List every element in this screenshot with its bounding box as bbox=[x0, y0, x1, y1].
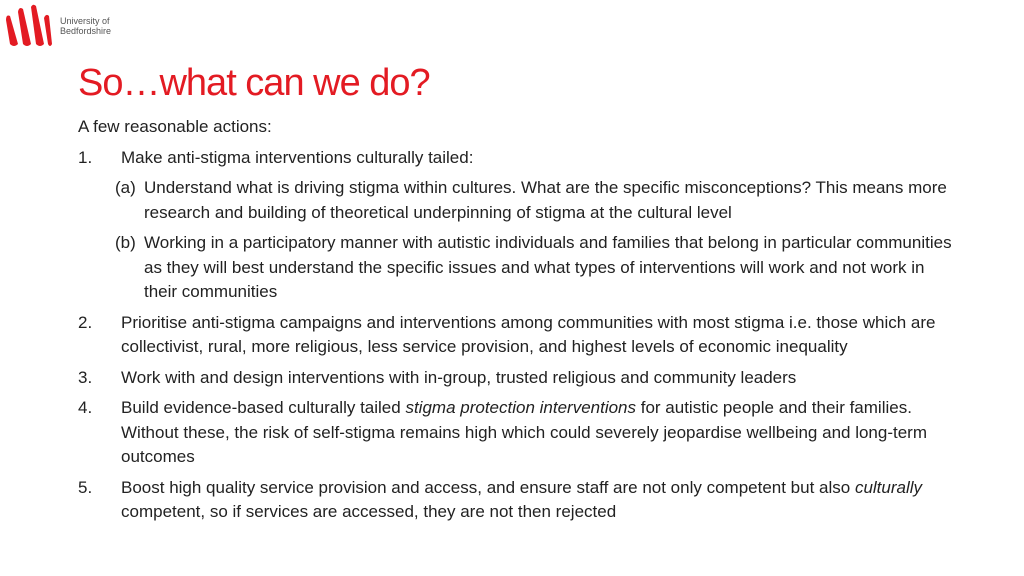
text-part: Boost high quality service provision and access, and ensure staff are not only competent but also bbox=[121, 477, 855, 497]
slide-content bbox=[78, 115, 958, 531]
list-number: 2. bbox=[78, 312, 93, 332]
text-part: competent, so if services are accessed, they are not then rejected bbox=[121, 502, 617, 521]
text-part: Build evidence-based culturally tailed bbox=[121, 398, 406, 417]
list-number: 1. bbox=[78, 147, 93, 167]
sub-text: Working in a participatory manner with autistic individuals and families that belong in particular communities as they will best understand the specific issues and what types of interventions will work and not work in their communities bbox=[144, 233, 952, 301]
list-number: 3. bbox=[78, 367, 93, 387]
list-text: Work with and design interventions with in-group, trusted religious and community leaders bbox=[121, 367, 797, 387]
emphasis-text: culturally bbox=[854, 477, 923, 497]
list-text bbox=[121, 476, 958, 525]
logo-line-2: Bedfordshire bbox=[60, 26, 112, 36]
logo-text bbox=[60, 16, 111, 36]
sub-letter: (b) bbox=[115, 233, 136, 252]
list-text: Prioritise anti-stigma campaigns and interventions among communities with most stigma i.e. those which are collectivist, rural, more religious, less service provision, and highest levels of economic inequality bbox=[121, 312, 936, 356]
logo-mark-icon bbox=[4, 4, 54, 48]
list-item-4 bbox=[78, 396, 958, 470]
logo-line-1: University of bbox=[60, 16, 110, 26]
sub-text: Understand what is driving stigma within cultures. What are the specific misconceptions? This means more research and building of theoretical underpinning of stigma at the cultural level bbox=[144, 178, 947, 222]
emphasis-text: stigma protection interventions bbox=[405, 398, 637, 417]
list-item-1 bbox=[78, 146, 958, 305]
intro-text: A few reasonable actions: bbox=[78, 117, 272, 136]
text-part: for autistic people and their families. Without these, the risk of self-stigma remains high which could severely jeopardise wellbeing and long-term outcomes bbox=[121, 398, 927, 466]
list-text: Make anti-stigma interventions culturally tailed: bbox=[121, 147, 474, 167]
sub-item-a bbox=[115, 176, 958, 225]
list-item-3 bbox=[78, 366, 958, 391]
list-item-5 bbox=[78, 476, 958, 525]
list-number: 4. bbox=[78, 398, 93, 417]
list-text bbox=[121, 396, 958, 470]
list-number: 5. bbox=[78, 477, 93, 497]
slide-title: So…what can we do? bbox=[78, 62, 430, 104]
sub-item-b bbox=[115, 231, 958, 305]
university-logo bbox=[4, 4, 111, 48]
list-body bbox=[115, 146, 958, 305]
list-item-2 bbox=[78, 311, 958, 360]
sub-letter: (a) bbox=[115, 178, 136, 197]
